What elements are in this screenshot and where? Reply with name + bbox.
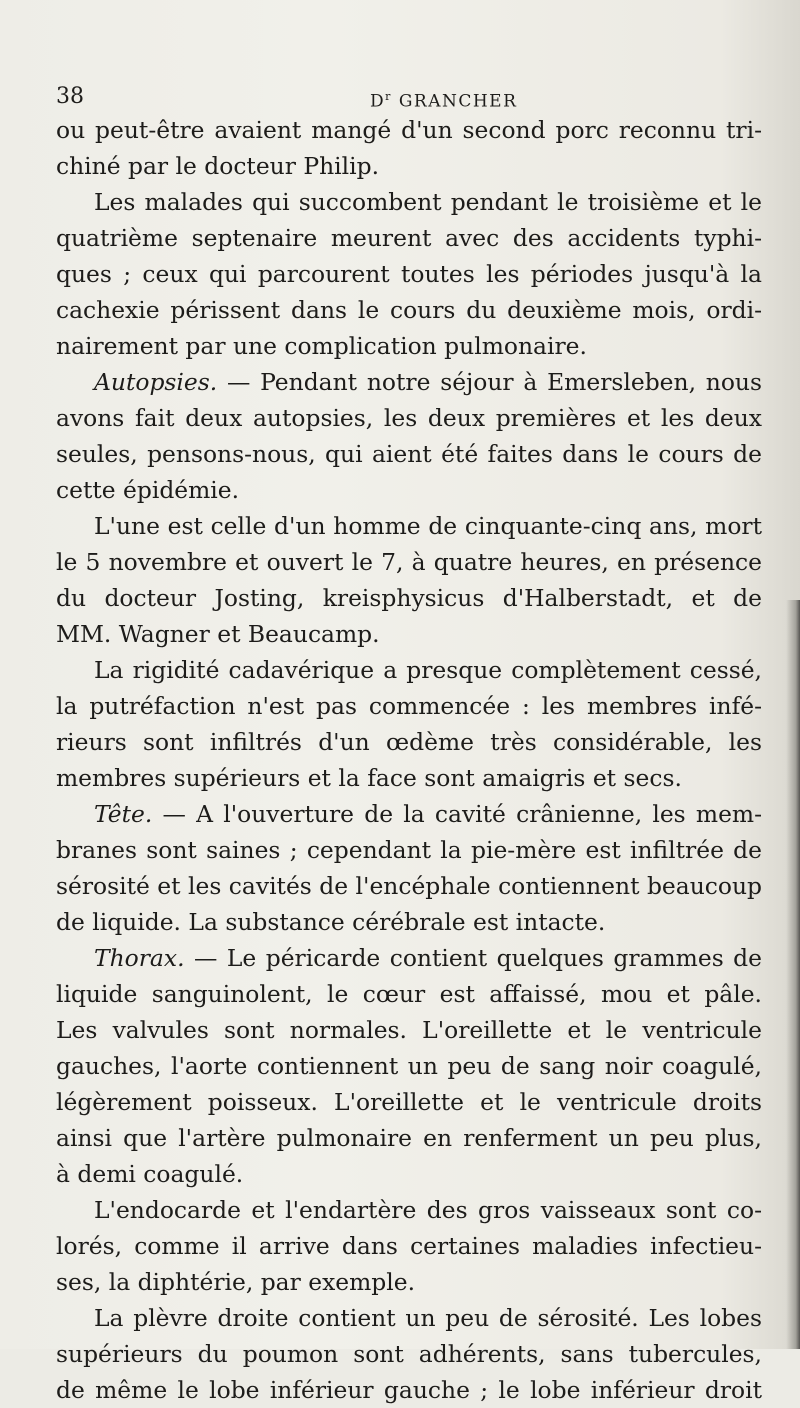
- line-text: ainsi que l'artère pulmonaire en renferment un peu plus,: [56, 1124, 762, 1152]
- text-line: [56, 1300, 762, 1336]
- line-text: ses, la diphtérie, par exemple.: [56, 1268, 416, 1296]
- text-line: [56, 976, 762, 1012]
- text-line: [56, 1156, 762, 1192]
- page-number: 38: [56, 84, 84, 109]
- author-prefix: D: [370, 91, 386, 112]
- author-suffix: r: [385, 90, 392, 103]
- text-line: [56, 688, 762, 724]
- text-line: [56, 616, 762, 652]
- line-text: sérosité et les cavités de l'encéphale contiennent beaucoup: [56, 872, 762, 900]
- text-line: [56, 1120, 762, 1156]
- section-heading: Autopsies.: [94, 368, 218, 396]
- text-line: [56, 760, 762, 796]
- text-line: [56, 796, 762, 832]
- running-head-author: [370, 90, 517, 112]
- text-line: [56, 1192, 762, 1228]
- line-text: Les valvules sont normales. L'oreillette et le ventricule: [56, 1016, 762, 1044]
- text-line: [56, 472, 762, 508]
- line-text: le 5 novembre et ouvert le 7, à quatre heures, en présence: [56, 548, 762, 576]
- text-line: [56, 544, 762, 580]
- line-text: L'endocarde et l'endartère des gros vaisseaux sont co-: [94, 1196, 762, 1224]
- line-text: seules, pensons-nous, qui aient été faites dans le cours de: [56, 440, 762, 468]
- line-text: L'une est celle d'un homme de cinquante-cinq ans, mort: [94, 512, 762, 540]
- line-text: MM. Wagner et Beaucamp.: [56, 620, 380, 648]
- text-line: [56, 364, 762, 400]
- line-text: avons fait deux autopsies, les deux premières et les deux: [56, 404, 762, 432]
- line-text: — A l'ouverture de la cavité crânienne, les mem-: [152, 800, 762, 828]
- line-text: la putréfaction n'est pas commencée : les membres infé-: [56, 692, 762, 720]
- text-line: [56, 436, 762, 472]
- text-line: [56, 256, 762, 292]
- text-line: [56, 904, 762, 940]
- line-text: chiné par le docteur Philip.: [56, 152, 380, 180]
- line-text: — Pendant notre séjour à Emersleben, nous: [217, 368, 762, 396]
- text-line: [56, 1336, 762, 1372]
- text-line: [56, 940, 762, 976]
- line-text: membres supérieurs et la face sont amaigris et secs.: [56, 764, 682, 792]
- body-text: [56, 112, 762, 1408]
- author-name: GRANCHER: [398, 91, 518, 112]
- text-line: [56, 508, 762, 544]
- text-line: [56, 184, 762, 220]
- line-text: La plèvre droite contient un peu de sérosité. Les lobes: [94, 1304, 762, 1332]
- line-text: supérieurs du poumon sont adhérents, sans tubercules,: [56, 1340, 762, 1368]
- text-line: [56, 292, 762, 328]
- text-line: [56, 652, 762, 688]
- line-text: lorés, comme il arrive dans certaines maladies infectieu-: [56, 1232, 762, 1260]
- line-text: nairement par une complication pulmonaire.: [56, 332, 587, 360]
- line-text: — Le péricarde contient quelques grammes de: [184, 944, 762, 972]
- line-text: rieurs sont infiltrés d'un œdème très considérable, les: [56, 728, 762, 756]
- line-text: ques ; ceux qui parcourent toutes les périodes jusqu'à la: [56, 260, 762, 288]
- section-heading: Thorax.: [94, 944, 185, 972]
- text-line: [56, 328, 762, 364]
- text-line: [56, 832, 762, 868]
- page-edge-shadow: [786, 600, 800, 1349]
- line-text: La rigidité cadavérique a presque complètement cessé,: [94, 656, 762, 684]
- text-line: [56, 112, 762, 148]
- line-text: de liquide. La substance cérébrale est intacte.: [56, 908, 606, 936]
- text-line: [56, 1228, 762, 1264]
- text-line: [56, 1372, 762, 1408]
- line-text: cachexie périssent dans le cours du deuxième mois, ordi-: [56, 296, 762, 324]
- text-line: [56, 148, 762, 184]
- line-text: branes sont saines ; cependant la pie-mère est infiltrée de: [56, 836, 762, 864]
- text-line: [56, 580, 762, 616]
- line-text: cette épidémie.: [56, 476, 240, 504]
- section-heading: Tête.: [94, 800, 153, 828]
- line-text: légèrement poisseux. L'oreillette et le ventricule droits: [56, 1088, 762, 1116]
- text-line: [56, 1264, 762, 1300]
- text-line: [56, 1084, 762, 1120]
- line-text: de même le lobe inférieur gauche ; le lobe inférieur droit: [56, 1376, 762, 1404]
- text-line: [56, 220, 762, 256]
- line-text: gauches, l'aorte contiennent un peu de sang noir coagulé,: [56, 1052, 762, 1080]
- text-line: [56, 1012, 762, 1048]
- page-header: [0, 84, 800, 114]
- line-text: du docteur Josting, kreisphysicus d'Halberstadt, et de: [56, 584, 762, 612]
- text-line: [56, 724, 762, 760]
- line-text: liquide sanguinolent, le cœur est affaissé, mou et pâle.: [56, 980, 762, 1008]
- text-line: [56, 400, 762, 436]
- text-line: [56, 1048, 762, 1084]
- line-text: Les malades qui succombent pendant le troisième et le: [94, 188, 762, 216]
- line-text: quatrième septenaire meurent avec des accidents typhi-: [56, 224, 762, 252]
- text-line: [56, 868, 762, 904]
- line-text: ou peut-être avaient mangé d'un second porc reconnu tri-: [56, 116, 762, 144]
- line-text: à demi coagulé.: [56, 1160, 244, 1188]
